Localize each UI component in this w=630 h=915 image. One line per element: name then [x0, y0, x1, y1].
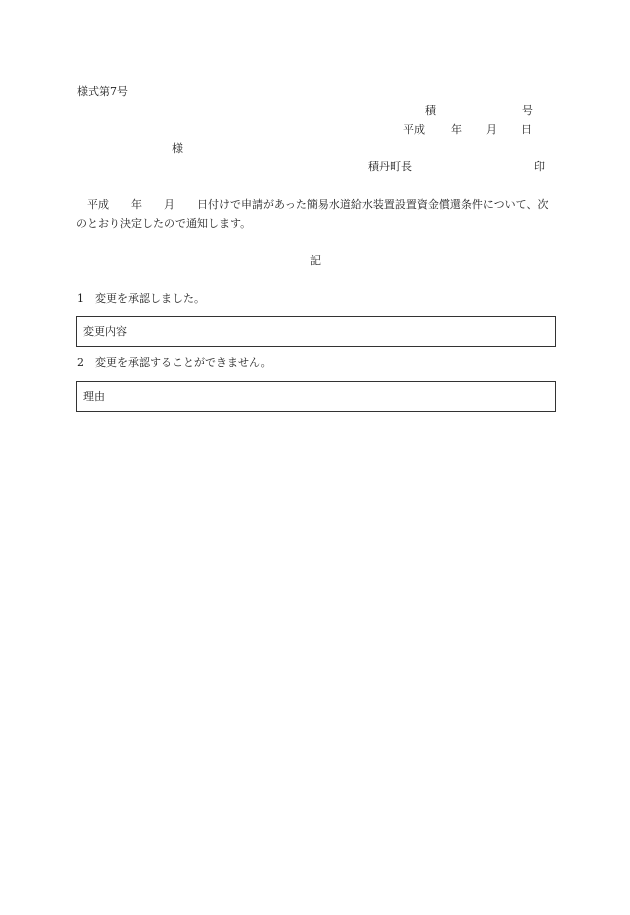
date-year-label: 年 [451, 123, 462, 136]
notice-body: 平成 年 月 日付けで申請があった簡易水道給水装置設置資金償還条件について、次のとおり決定したので通知します。 [76, 198, 549, 230]
seal-mark: 印 [534, 160, 545, 173]
form-number: 様式第7号 [77, 85, 128, 98]
date-day-label: 日 [521, 123, 532, 136]
addressee-suffix: 様 [172, 142, 183, 155]
notation-heading: 記 [310, 254, 321, 267]
reference-number-suffix: 号 [522, 104, 533, 117]
change-details-label: 変更内容 [83, 325, 127, 338]
section-1-label: 1 変更を承認しました。 [77, 292, 205, 305]
issuer-title: 積丹町長 [368, 160, 412, 173]
reference-number-prefix: 積 [425, 104, 436, 117]
date-era: 平成 [403, 123, 425, 136]
reason-box [76, 381, 556, 412]
date-month-label: 月 [486, 123, 497, 136]
change-details-box [76, 316, 556, 347]
section-2-label: 2 変更を承認することができません。 [77, 356, 272, 369]
reason-label: 理由 [83, 390, 105, 403]
